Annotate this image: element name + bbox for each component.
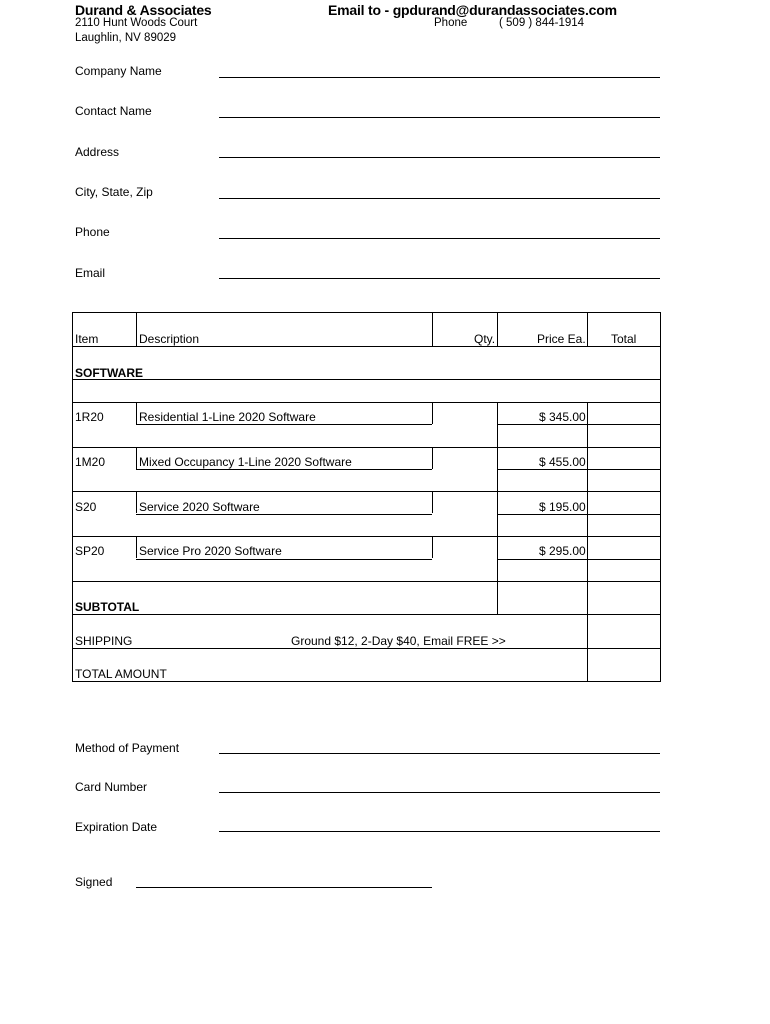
- total-amount-label: TOTAL AMOUNT: [75, 667, 167, 681]
- item-price: $ 295.00: [539, 544, 586, 558]
- item-description: Mixed Occupancy 1-Line 2020 Software: [139, 455, 352, 469]
- header-price: Price Ea.: [537, 332, 586, 346]
- company-address-line2: Laughlin, NV 89029: [75, 32, 177, 44]
- item-description: Service 2020 Software: [139, 500, 260, 514]
- header-item: Item: [75, 332, 99, 346]
- company-address-line1: 2110 Hunt Woods Court: [75, 17, 198, 29]
- item-code: 1M20: [75, 455, 106, 469]
- phone-input-line[interactable]: [219, 238, 660, 239]
- phone-value: ( 509 ) 844-1914: [499, 17, 585, 29]
- email-to-heading: Email to - gpdurand@durandassociates.com: [328, 2, 617, 18]
- email-input-line[interactable]: [219, 278, 660, 279]
- method-of-payment-label: Method of Payment: [75, 741, 180, 755]
- shipping-note: Ground $12, 2-Day $40, Email FREE >>: [291, 634, 506, 648]
- header-total: Total: [611, 332, 637, 346]
- shipping-label: SHIPPING: [75, 634, 133, 648]
- expiration-date-input-line[interactable]: [219, 831, 660, 832]
- card-number-label: Card Number: [75, 780, 148, 794]
- header-qty: Qty.: [474, 332, 496, 346]
- phone-field-label: Phone: [75, 225, 110, 239]
- header-description: Description: [139, 332, 200, 346]
- card-number-input-line[interactable]: [219, 792, 660, 793]
- city-state-zip-label: City, State, Zip: [75, 185, 153, 199]
- expiration-date-label: Expiration Date: [75, 820, 158, 834]
- address-label: Address: [75, 145, 120, 159]
- item-description: Service Pro 2020 Software: [139, 544, 282, 558]
- contact-name-label: Contact Name: [75, 104, 152, 118]
- section-software: SOFTWARE: [75, 366, 143, 380]
- method-of-payment-input-line[interactable]: [219, 753, 660, 754]
- contact-name-input-line[interactable]: [219, 117, 660, 118]
- city-state-zip-input-line[interactable]: [219, 198, 660, 199]
- item-price: $ 455.00: [539, 455, 586, 469]
- item-description: Residential 1-Line 2020 Software: [139, 410, 316, 424]
- company-name: Durand & Associates: [75, 2, 212, 18]
- email-field-label: Email: [75, 266, 106, 280]
- item-code: S20: [75, 500, 97, 514]
- item-code: SP20: [75, 544, 105, 558]
- subtotal-label: SUBTOTAL: [75, 600, 140, 614]
- signature-input-line[interactable]: [136, 887, 432, 888]
- item-price: $ 345.00: [539, 410, 586, 424]
- item-price: $ 195.00: [539, 500, 586, 514]
- company-name-label: Company Name: [75, 64, 162, 78]
- phone-label: Phone: [434, 17, 468, 29]
- company-name-input-line[interactable]: [219, 77, 660, 78]
- signed-label: Signed: [75, 875, 113, 889]
- item-code: 1R20: [75, 410, 104, 424]
- address-input-line[interactable]: [219, 157, 660, 158]
